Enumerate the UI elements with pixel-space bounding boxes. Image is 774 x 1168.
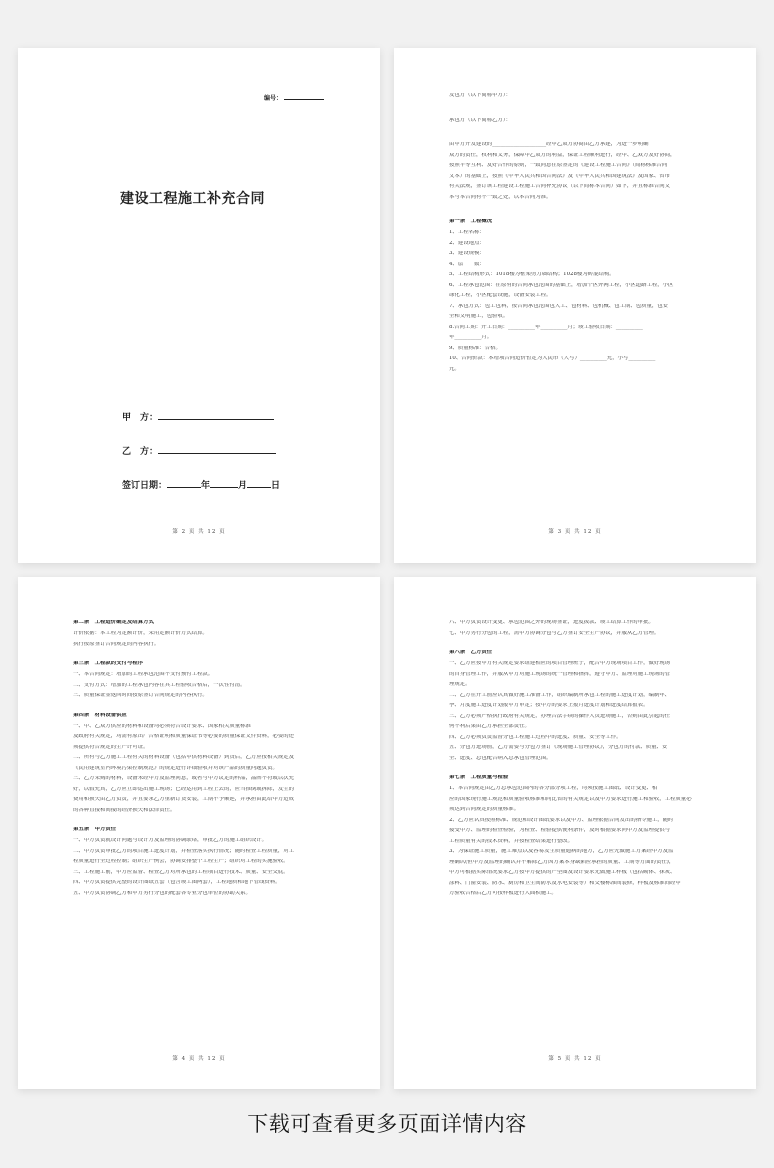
body-line: 有关法规，签订该工程建设工程施工合同补充协议（以下简称本合同）如下，并且标准合同文 [449,184,671,189]
spacer [449,205,701,219]
body-line: 一、甲、乙双方供应的材料和设备均必须符合设计要求、国家相关质量标准 [73,723,251,729]
body-line: 由甲方开发建设的____________________经甲乙双方协商由乙方承建，为进一步明确 [449,142,649,147]
body-line: 工程质量有关的技术资料，并按检查结果进行整改。 [449,838,573,844]
body-line: 须提供符合规定的生产许可证。 [73,744,149,750]
body-line: 三、乙方必须严格执行政府有关规定，办理合法手续的操作人员进场施工，否则由此引起的任 [449,713,671,719]
spacer [449,641,701,650]
body-line: 好，以假充真，乙方应立即运出施工现场；已经运用到工程上去的，应当推倒或拆除，发生的 [73,786,295,792]
body-line: 绿化工程，小区配套设施，设备安装工程。 [449,293,552,298]
contract-page-3 [394,48,756,563]
body-line: 的自身管理工作，并服从甲方对施工现场的统一管理和指挥，遵守甲方、监理对施工现场的管 [449,671,671,677]
body-line: 发包方（以下简称甲方）： [449,93,511,98]
page-body [449,93,701,377]
body-line: 5、工程结构形式：1018楼为框架剪力墙结构；1028楼为砖混结构。 [449,272,615,277]
body-line: 全、进度、总包配合纳入总承包管理范围。 [449,755,552,761]
article-heading: 第五条 甲方责任 [73,827,117,832]
article-heading: 第四条 材料设备供应 [73,712,127,718]
body-line: 本与本合同有不一致之处，以本合同为准。 [449,194,552,200]
body-line: 全和文明施工，包验收。 [449,314,509,319]
body-line: 执行按原签订合同规定的内容执行。 [73,641,160,647]
article-heading: 第六条 乙方责任 [449,650,493,655]
article-heading: 第二条 工程造价确定及结算方式 [73,620,154,625]
spacer [449,128,701,142]
download-more-caption: 下载可查看更多页面详情内容 [247,1112,527,1136]
page-number: 第 3 页 共 12 页 [548,529,602,535]
body-line: 7、承包方式：包工包料，按合同承包范围包人工、包材料、包机械、包工期、包质量，包安 [449,303,669,309]
body-line: 及政府有关规定，均需有原出厂合格证明和质量保证书等必要的质量保证文件资料，必要的还 [73,734,295,739]
spacer [73,704,325,713]
body-line: 七、甲方另行分包的工程，需甲方协调分包与乙方签订安全生产协议，并服从乙方管理。 [449,630,660,636]
body-line: 承包方（以下简称乙方）： [449,117,511,123]
page-number: 第 4 页 共 12 页 [172,1056,226,1062]
body-line: 须达到合同规定的质量标准。 [449,807,520,812]
body-line: 三、工程施工前，甲方应监督、检查乙方对所承包的工程项目进行技术、质量、安全交底。 [73,869,289,875]
page-number: 第 2 页 共 12 页 [172,529,226,535]
body-line: 10、合同价款：本增项合同造价暂定为人民币（大写）__________元，小写__________ [449,356,656,361]
body-line: 二、所有与乙方施工工程有关的材料设备（包括甲供材料设备）到货后，乙方应按相关规定及 [73,755,295,760]
article-heading: 第一条 工程概况 [449,219,493,224]
article-heading: 第七条 工程质量与检验 [449,775,509,780]
party-a-line: 甲 方： [122,410,274,423]
spacer [73,652,325,661]
body-line: 费用和损失由乙方负责，并且要求乙方重新订货安装，工期不予顺延，并承担由此给甲方造成 [73,797,295,802]
body-line: 9、质量标准：合格。 [449,345,501,351]
body-line: 《民用建筑室内环境污染控制规范》的规定进行详细验收并对该产品的质量问题负责。 [73,765,278,771]
body-line: 四、乙方必须负责监督分包工程施工过程中的进度、质量、安全等工作。 [449,734,622,740]
body-line: 五、分包方进场前，乙方需要与分包方签订《现场施工管理协议》，分包方的付款、质量、安 [449,745,668,750]
body-line: 应的国家现行施工规范和质量验收标准和同比省的有关规定以及甲方要求进行施工和验收，工程质量必 [449,796,692,802]
page-body [449,620,701,902]
body-line: 计价依据：本工程为定额计价，采用定额计价方式结算。 [73,631,208,636]
spacer [449,104,701,118]
body-line: 4、层 数： [449,261,485,267]
body-line: 3、为保证施工质量，施工难点以及容易发生质量通病的地方，乙方应先做施工方案经甲方及监 [449,849,674,854]
body-line: 甲方可根据实际情况要求乙方按甲方提供的产型图及设计要求先做施工样板（包括砌体、抹灰、 [449,870,676,875]
body-line: 理规定。 [449,682,471,687]
contract-page-4 [18,577,380,1089]
body-line: 3、建设规模： [449,251,485,256]
body-line: 涂料、门窗安装、防水、厨房和卫生间防水及水电安装等）和交楼标准间装修，样板及标准间经甲 [449,880,681,886]
body-line: 双方的责任，权利和义务，保障甲乙双方的利益，保证工程顺利进行，经甲、乙双方友好协商， [449,152,676,158]
body-line: 程质量进行全过程控制；组织生产例会，协调安排整个工程生产；组织对工程的实施验收。 [73,859,289,864]
body-line: 一、甲方负责就设计问题与设计方及监理的协调联络，审批乙方的施工组织设计。 [73,838,268,843]
page-body [73,620,325,901]
body-line: 五、甲方负责协调乙方和甲方另行分包的配套各专业分包单位的协助关系。 [73,890,251,896]
body-line: 的各种直接和间接的经济损失和法律责任。 [73,807,176,813]
body-line: 六、甲方负责设计变更、承包范围之外的现场签证，进度拨款、竣工结算工作的审批。 [449,620,654,625]
body-line: 1、工程名称： [449,230,485,235]
sign-date-line: 签订日期： 年 月 日 [122,481,281,491]
contract-title: 建设工程施工补充合同 [120,191,265,207]
body-line: 接受甲方、监理的检查检验，为检查、检验提供便利条件，及时根据要求向甲方及监理提供与 [449,828,671,833]
body-line: 6、工程承包范围：在原有的合同承包范围的基础上，增加个区外网工程，小区道路工程，小区 [449,282,674,288]
body-line: 三、质量保证金返回时间按原签订合同规定的内容执行。 [73,693,208,698]
body-line: 2、建设地点： [449,240,485,246]
body-line: 8.合同工期：开工日期：__________年__________月；竣工验收日期：__________ [449,324,643,330]
body-line: 方验收合格后乙方可按样板进行大面积施工。 [449,891,557,896]
body-line: 一、本合同规定：增加的工程承包范围不支付预付工程款。 [73,672,214,677]
body-line: 元。 [449,366,460,372]
body-line: 年__________月。 [449,335,493,340]
body-line: 四、甲方负责提供完整的设计图纸五套（包含竣工图两套），工程地质和地下管线资料。 [73,880,281,885]
party-b-line: 乙 方： [122,444,276,457]
spacer [73,818,325,827]
contract-page-5 [394,577,756,1089]
body-line: 文本）的基础上，按照《中华人民共和国合同法》及《中华人民共和国建筑法》及国家、省市 [449,173,671,179]
body-line: 何不利后果由乙方承担全部责任。 [449,724,530,729]
body-line: 二、甲方负责审批乙方的项目施工进度计划，并检查落实执行情况；随时检查工程质量，对工 [73,848,295,854]
body-line: 按照平等互利、友好合作的原则，一致同意在原签定的《建设工程施工合同》（简称标准合同 [449,163,668,168]
article-heading: 第三条 工程款的支付与程序 [73,661,144,666]
body-line: 季、月度施工进度计划报甲方审定；按甲方的要求上报月进度计划和进度结算报表。 [449,703,649,708]
body-line: 二、乙方在开工前应认真做好施工准备工作，组织编制所承包工程的施工进度计划，编制年、 [449,692,671,698]
body-line: 理确认(但甲方及监理的确认并不解除乙方因方案本身缺陷应承担的质量、工期等方面的责任)， [449,859,675,865]
body-line: 2、乙方应认真按照标准、规范和设计图纸要求以及甲方、监理依据合同发出的指令施工，随时 [449,817,674,823]
body-line: 二、支付方式：增加的工程承包内容在其工程验收合格后，一次性付清。 [73,682,246,688]
cover-page [18,48,380,563]
serial-number: 编号： [264,93,324,102]
body-line: 1、本合同规定由乙方总承包范围内的各分部分项工程，均须按施工图纸、设计变更、相 [449,786,658,791]
body-line: 一、乙方应按甲方有关规定要求组建相应的项目管理班子，配合甲方现场项目工作，做好现场 [449,661,671,666]
spacer [449,766,701,775]
body-line: 三、乙方采购的材料，设备未经甲方及监理同意，或者与甲方议定的样品，品牌不符或以次充 [73,776,295,781]
page-number: 第 5 页 共 12 页 [548,1056,602,1062]
